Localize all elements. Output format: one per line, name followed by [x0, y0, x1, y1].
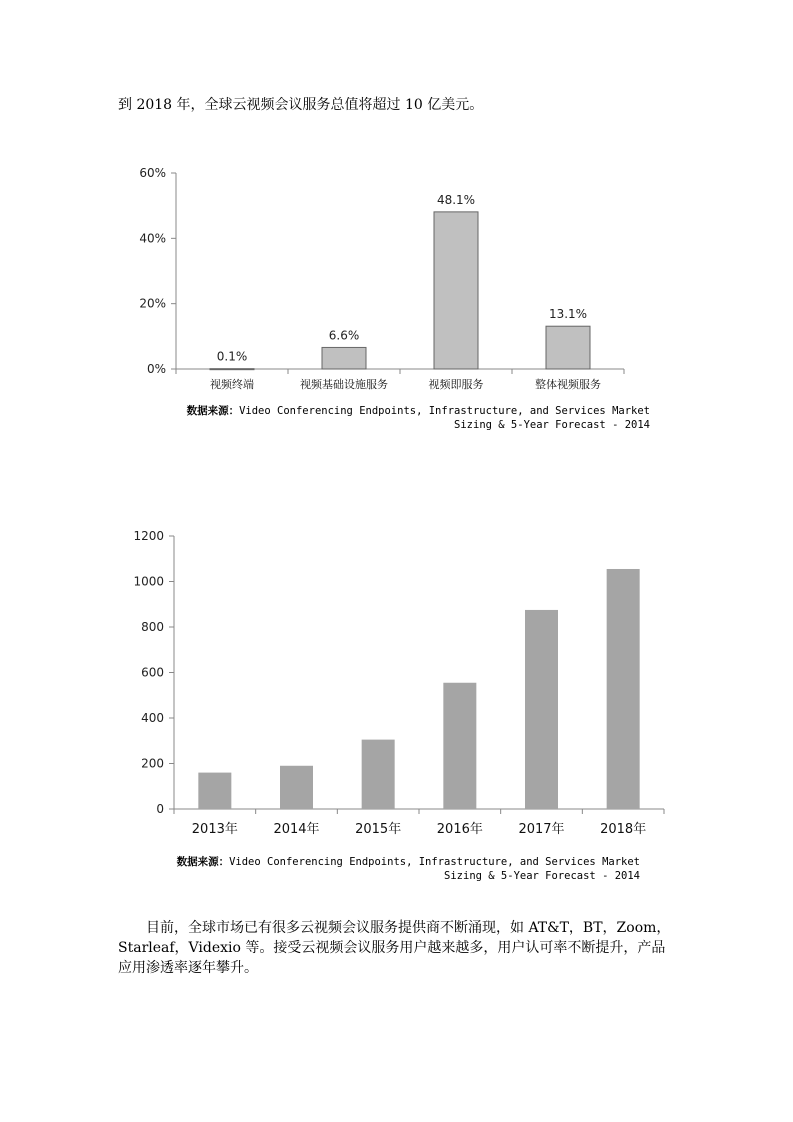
y-tick-label: 0% — [146, 362, 166, 376]
y-tick-label: 60% — [139, 166, 166, 180]
bar — [210, 369, 254, 370]
source-line2: Sizing & 5-Year Forecast - 2014 — [444, 870, 640, 882]
chart2-source — [170, 855, 640, 883]
y-tick-label: 800 — [141, 620, 164, 634]
bar — [434, 212, 478, 369]
data-label: 0.1% — [216, 349, 248, 364]
source-label: 数据来源： — [176, 856, 230, 868]
category-label: 2015年 — [355, 822, 402, 837]
category-label: 视频即服务 — [428, 378, 484, 391]
y-tick-label: 40% — [139, 231, 166, 246]
y-tick-label: 600 — [141, 665, 164, 680]
y-tick-label: 1000 — [133, 574, 164, 589]
category-label: 2014年 — [273, 822, 320, 837]
bar — [525, 610, 558, 809]
chart1-source — [180, 404, 650, 432]
data-label: 6.6% — [328, 328, 360, 343]
intro-paragraph: 到 2018 年，全球云视频会议服务总值将超过 10 亿美元。 — [118, 97, 484, 113]
category-label: 2018年 — [600, 822, 647, 837]
bar — [198, 773, 231, 809]
category-label: 视频基础设施服务 — [300, 378, 388, 391]
bar — [322, 347, 366, 369]
y-tick-label: 400 — [141, 711, 164, 725]
y-tick-label: 1200 — [133, 529, 164, 543]
body-paragraph: 目前，全球市场已有很多云视频会议服务提供商不断涌现，如 AT&T，BT，Zoom，Starleaf，Videxio 等。接受云视频会议服务用户越来越多，用户认可率不断提升，产品应用渗透率逐年攀升。 — [118, 920, 671, 976]
bar — [546, 326, 590, 369]
chart-growth-rate — [118, 160, 638, 400]
data-label: 48.1% — [436, 192, 476, 207]
category-label: 视频终端 — [210, 378, 254, 391]
source-line1: Video Conferencing Endpoints, Infrastructure, and Services Market — [239, 405, 650, 417]
bar — [362, 740, 395, 809]
data-label: 13.1% — [548, 307, 588, 322]
category-label: 整体视频服务 — [535, 378, 601, 391]
source-line2: Sizing & 5-Year Forecast - 2014 — [454, 419, 650, 431]
bar — [607, 569, 640, 809]
y-tick-label: 200 — [141, 756, 164, 771]
chart-market-value — [118, 520, 678, 850]
category-label: 2017年 — [518, 822, 565, 837]
y-tick-label: 0 — [156, 802, 164, 816]
source-line1: Video Conferencing Endpoints, Infrastructure, and Services Market — [229, 856, 640, 868]
y-tick-label: 20% — [139, 296, 166, 311]
category-label: 2013年 — [191, 822, 238, 837]
source-label: 数据来源： — [186, 405, 240, 417]
bar — [443, 683, 476, 809]
bar — [280, 766, 313, 809]
category-label: 2016年 — [436, 822, 483, 837]
